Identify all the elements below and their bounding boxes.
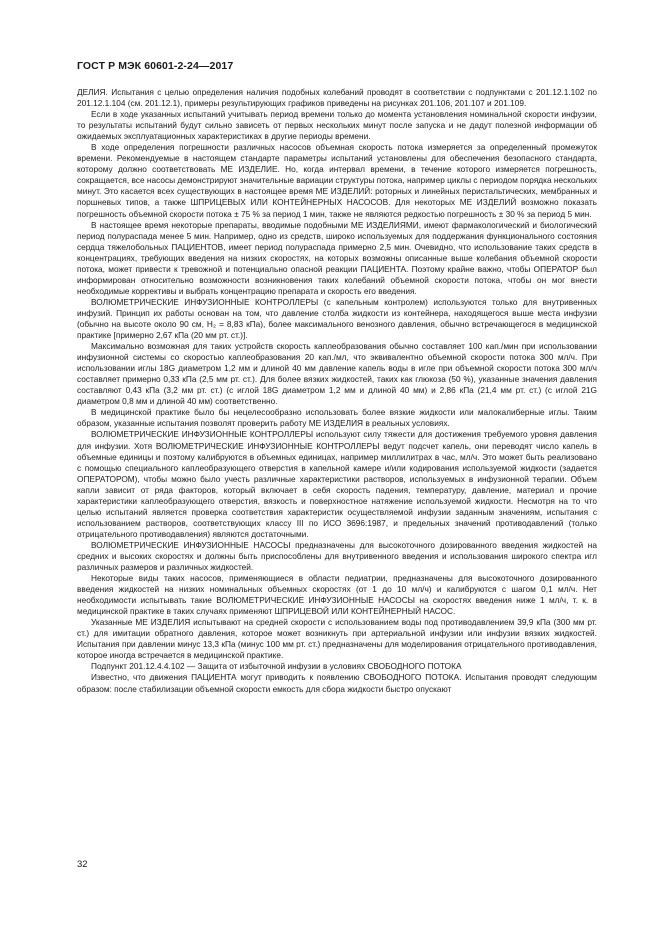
subclause-heading: Подпункт 201.12.4.4.102 — Защита от избыточной инфузии в условиях СВОБОДНОГО ПОТОКА xyxy=(91,661,462,672)
paragraph: В ходе определения погрешности различных насосов объемная скорость потока измеряется за определенный промежуток времени. Рекомендуемые в настоящем стандарте параметры испытаний установлены для обеспечения безопасного стандарта, которому должно соответствовать МЕ ИЗДЕЛИЕ. Но, когда интервал времени, в течение которого измеряется погрешность, сокращается, все насосы демонстрируют значительные вариации структуры потока, например циклы с периодом порядка нескольких минут. Это касается всех существующих в настоящее время МЕ ИЗДЕЛИЙ: роторных и линейных перистальтических, мембранных и поршневых типов, а также ШПРИЦЕВЫХ ИЛИ КОНТЕЙНЕРНЫХ НАСОСОВ. Для некоторых МЕ ИЗДЕЛИЙ возможно показать погрешность объемной скорости потока ± 75 % за период 1 мин, также не являются редкостью погрешность ± 30 % за период 5 мин. xyxy=(77,142,597,219)
paragraph: В настоящее время некоторые препараты, вводимые подобными МЕ ИЗДЕЛИЯМИ, имеют фармакологический и биологический период полураспада менее 5 мин. Например, одно из средств, широко используемых для поддержания функционального состояния сердца тяжелобольных ПАЦИЕНТОВ, имеет период полураспада примерно 2,5 мин. Очевидно, что использование таких средств в концентрациях, требующих введения на низких скоростях, на которых возможны описанные выше колебания объемной скорости потока, может привести к тревожной и потенциально опасной реакции ПАЦИЕНТА. Поэтому крайне важно, чтобы ОПЕРАТОР был информирован относительно возможности возникновения таких колебаний объемной скорости потока, чтобы он мог внести необходимые коррективы и выбрать концентрацию препарата и скорость его введения. xyxy=(77,219,597,296)
paragraph: Известно, что движения ПАЦИЕНТА могут приводить к появлению СВОБОДНОГО ПОТОКА. Испытания проводят следующим образом: после стабилизации объемной скорости емкость для сбора жидкости быстро опускают xyxy=(77,672,597,694)
paragraph: ВОЛЮМЕТРИЧЕСКИЕ ИНФУЗИОННЫЕ НАСОСЫ предназначены для высокоточного дозированного введения жидкостей на средних и высоких скоростях и должны быть приспособлены для внутривенного введения и использования широкого спектра игл различных размеров и различных жидкостей. xyxy=(77,539,597,573)
document-header: ГОСТ Р МЭК 60601-2-24—2017 xyxy=(77,60,234,72)
paragraph: ВОЛЮМЕТРИЧЕСКИЕ ИНФУЗИОННЫЕ КОНТРОЛЛЕРЫ используют силу тяжести для достижения требуемого уровня давления для инфузии. Хотя ВОЛЮМЕТРИЧЕСКИЕ ИНФУЗИОННЫЕ КОНТРОЛЛЕРЫ ведут подсчет капель, они переводят число капель в объемные единицы и поэтому калибруются в объемных единицах, например миллилитрах в час, мл/ч. Это может быть реализовано с помощью специального каплеобразующего отверстия в капельной камере и/или кодирования используемой жидкости (задается ОПЕРАТОРОМ), чтобы можно было учесть различные характеристики растворов, используемых в инфузионной терапии. Объем капли зависит от ряда факторов, который включает в себя скорость падения, температуру, давление, материал и прочие характеристики каплеобразующего отверстия, вязкость и поверхностное натяжение используемой жидкости. Несмотря на то что целью испытаний является проверка соответствия характеристик осуществляемой инфузии заданным значениям, испытания с использованием растворов, соответствующих классу III по ИСО 3696:1987, и предельных значений противодавлений (только отрицательного противодавления) являются достаточными. xyxy=(77,429,597,539)
paragraph: Если в ходе указанных испытаний учитывать период времени только до момента установления номинальной скорости инфузии, то результаты испытаний будут сильно зависеть от первых нескольких минут после запуска и не дадут полезной информации об ожидаемых эксплуатационных характеристиках в другие периоды времени. xyxy=(77,109,597,142)
paragraph: Некоторые виды таких насосов, применяющиеся в области педиатрии, предназначены для высокоточного дозированного введения жидкостей на низких номинальных объемных скоростях (от 1 до 10 мл/ч) и калибруются с шагом 0,1 мл/ч. Нет необходимости испытывать такие ВОЛЮМЕТРИЧЕСКИЕ ИНФУЗИОННЫЕ НАСОСЫ на скоростях введения ниже 1 мл/ч, т. к. в медицинской практике в таких случаях применяют ШПРИЦЕВОЙ ИЛИ КОНТЕЙНЕРНЫЙ НАСОС. xyxy=(77,573,597,617)
paragraph: В медицинской практике было бы нецелесообразно использовать более вязкие жидкости или малокалиберные иглы. Таким образом, указанные испытания позволят проверить работу МЕ ИЗДЕЛИЯ в реальных условиях. xyxy=(77,407,597,429)
paragraph: Указанные МЕ ИЗДЕЛИЯ испытывают на средней скорости с использованием воды под противодавлением 39,9 кПа (300 мм рт. ст.) для имитации обратного давления, которое может возникнуть при артериальной инфузии или инфузии вязких жидкостей. Испытания при давлении минус 13,3 кПа (минус 100 мм рт. ст.) предназначены для моделирования отрицательного противодавления, которое иногда встречается в медицинской практике. xyxy=(77,617,597,661)
paragraph: Максимально возможная для таких устройств скорость каплеобразования обычно составляет 100 кап./мин при использовании инфузионной системы со скоростью каплеобразования 20 кап./мл, что эквивалентно объемной скорости потока 300 мл/ч. При использовании иглы 18G диаметром 1,2 мм и длиной 40 мм давление капель воды в игле при объемной скорости потока 300 мл/ч составляет примерно 0,33 кПа (2,5 мм рт. ст.). Для более вязких жидкостей, таких как глюкоза (50 %), указанные значения давления составляют 0,43 кПа (3,2 мм рт. ст.) (с иглой 18G диаметром 1,2 мм и длиной 40 мм) и 2,86 кПа (21,4 мм рт. ст.) (с иглой 21G диаметром 0,8 мм и длиной 40 мм) соответственно. xyxy=(77,341,597,407)
paragraph: ДЕЛИЯ. Испытания с целью определения наличия подобных колебаний проводят в соответствии с подпунктами с 201.12.1.102 по 201.12.1.104 (см. 201.12.1), примеры результирующих графиков приведены на рисунках 201.106, 201.107 и 201.109. xyxy=(77,87,597,109)
page-number: 32 xyxy=(77,859,88,870)
document-body xyxy=(77,87,597,695)
paragraph: ВОЛЮМЕТРИЧЕСКИЕ ИНФУЗИОННЫЕ КОНТРОЛЛЕРЫ (с капельным контролем) используются только для внутривенных инфузий. Принцип их работы основан на том, что давление столба жидкости из контейнера, находящегося выше места инфузии (обычно на высоте около 90 см, H₂ = 8,83 кПа), более максимального венозного давления, обычно встречающегося в медицинской практике [примерно 2,67 кПа (20 мм рт. ст.)]. xyxy=(77,296,597,341)
